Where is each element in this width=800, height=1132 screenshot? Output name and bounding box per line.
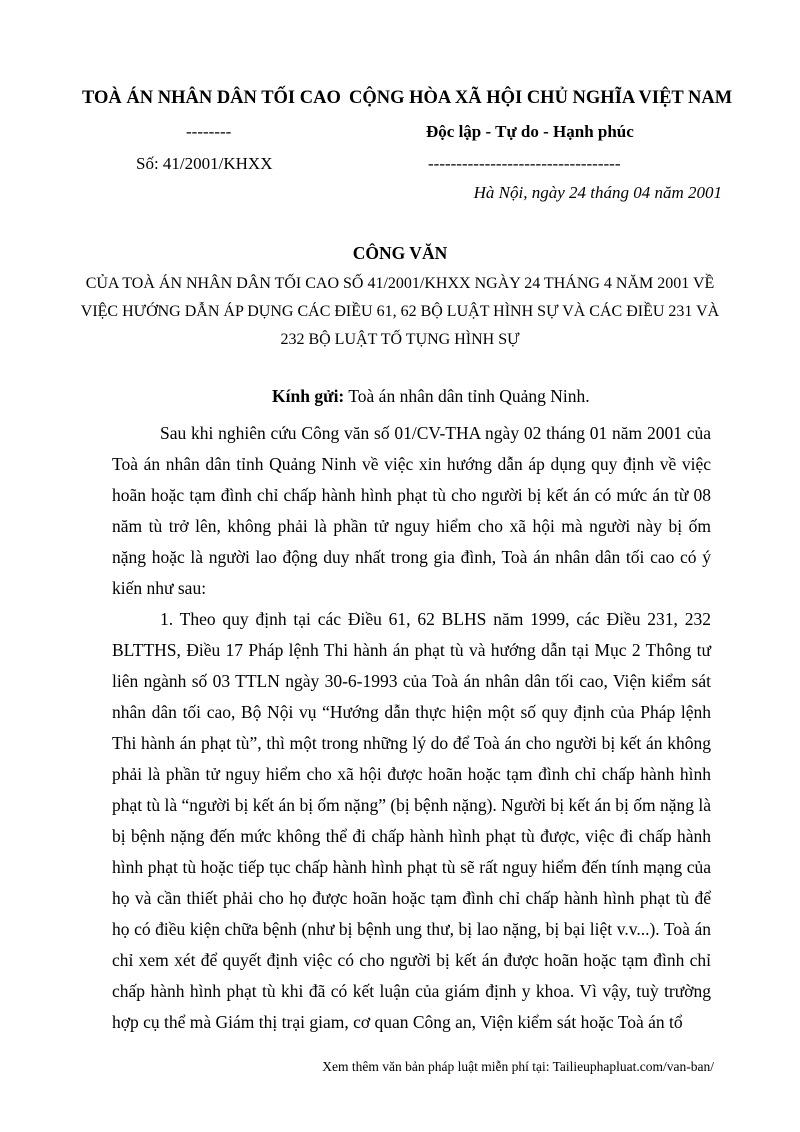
place-and-date: Hà Nội, ngày 24 tháng 04 năm 2001 [473, 183, 722, 202]
national-title: CỘNG HÒA XÃ HỘI CHỦ NGHĨA VIỆT NAM [349, 88, 733, 108]
recipient-name: Toà án nhân dân tỉnh Quảng Ninh. [344, 386, 590, 406]
document-type-title: CÔNG VĂN [352, 243, 448, 263]
recipient-label: Kính gửi: [272, 386, 345, 406]
document-body [112, 418, 711, 1038]
issuing-organization: TOÀ ÁN NHÂN DÂN TỐI CAO [82, 88, 341, 108]
footer-source-note: Xem thêm văn bản pháp luật miễn phí tại: Tailieuphapluat.com/van-ban/ [322, 1059, 714, 1074]
recipient-line [272, 386, 590, 407]
document-subject: CỦA TOÀ ÁN NHÂN DÂN TỐI CAO SỐ 41/2001/KHXX NGÀY 24 THÁNG 4 NĂM 2001 VỀ VIỆC HƯỚNG DẪN ÁP DỤNG CÁC ĐIỀU 61, 62 BỘ LUẬT HÌNH SỰ VÀ CÁC ĐIỀU 231 VÀ 232 BỘ LUẬT TỐ TỤNG HÌNH SỰ [80, 275, 720, 348]
motto-separator: ---------------------------------- [428, 154, 621, 173]
body-paragraph: 1. Theo quy định tại các Điều 61, 62 BLHS năm 1999, các Điều 231, 232 BLTTHS, Điều 17 Pháp lệnh Thi hành án phạt tù và hướng dẫn tại Mục 2 Thông tư liên ngành số 03 TTLN ngày 30-6-1993 của Toà án nhân dân tối cao, Viện kiểm sát nhân dân tối cao, Bộ Nội vụ “Hướng dẫn thực hiện một số quy định của Pháp lệnh Thi hành án phạt tù”, thì một trong những lý do để Toà án cho người bị kết án không phải là phần tử nguy hiểm cho xã hội được hoãn hoặc tạm đình chỉ chấp hành hình phạt tù là “người bị kết án bị ốm nặng” (bị bệnh nặng). Người bị kết án bị ốm nặng là bị bệnh nặng đến mức không thể đi chấp hành hình phạt tù được, việc đi chấp hành hình phạt tù hoặc tiếp tục chấp hành hình phạt tù sẽ rất nguy hiểm đến tính mạng của họ và cần thiết phải cho họ được hoãn hoặc tạm đình chỉ chấp hành hình phạt tù để họ có điều kiện chữa bệnh (như bị bệnh ung thư, bị lao nặng, bị bại liệt v.v...). Toà án chỉ xem xét để quyết định việc có cho người bị kết án được hoãn hoặc tạm đình chỉ chấp hành hình phạt tù khi đã có kết luận của giám định y khoa. Vì vậy, tuỳ trường hợp cụ thể mà Giám thị trại giam, cơ quan Công an, Viện kiểm sát hoặc Toà án tổ [112, 609, 711, 1032]
document-number: Số: 41/2001/KHXX [136, 154, 273, 173]
national-motto: Độc lập - Tự do - Hạnh phúc [426, 122, 634, 141]
org-separator: -------- [186, 122, 232, 141]
body-paragraph: Sau khi nghiên cứu Công văn số 01/CV-THA ngày 02 tháng 01 năm 2001 của Toà án nhân dân tỉnh Quảng Ninh về việc xin hướng dẫn áp dụng quy định về việc hoãn hoặc tạm đình chỉ chấp hành hình phạt tù cho người bị kết án có mức án từ 08 năm tù trở lên, không phải là phần tử nguy hiểm cho xã hội mà người này bị ốm nặng hoặc là người lao động duy nhất trong gia đình, Toà án nhân dân tối cao có ý kiến như sau: [112, 423, 711, 598]
